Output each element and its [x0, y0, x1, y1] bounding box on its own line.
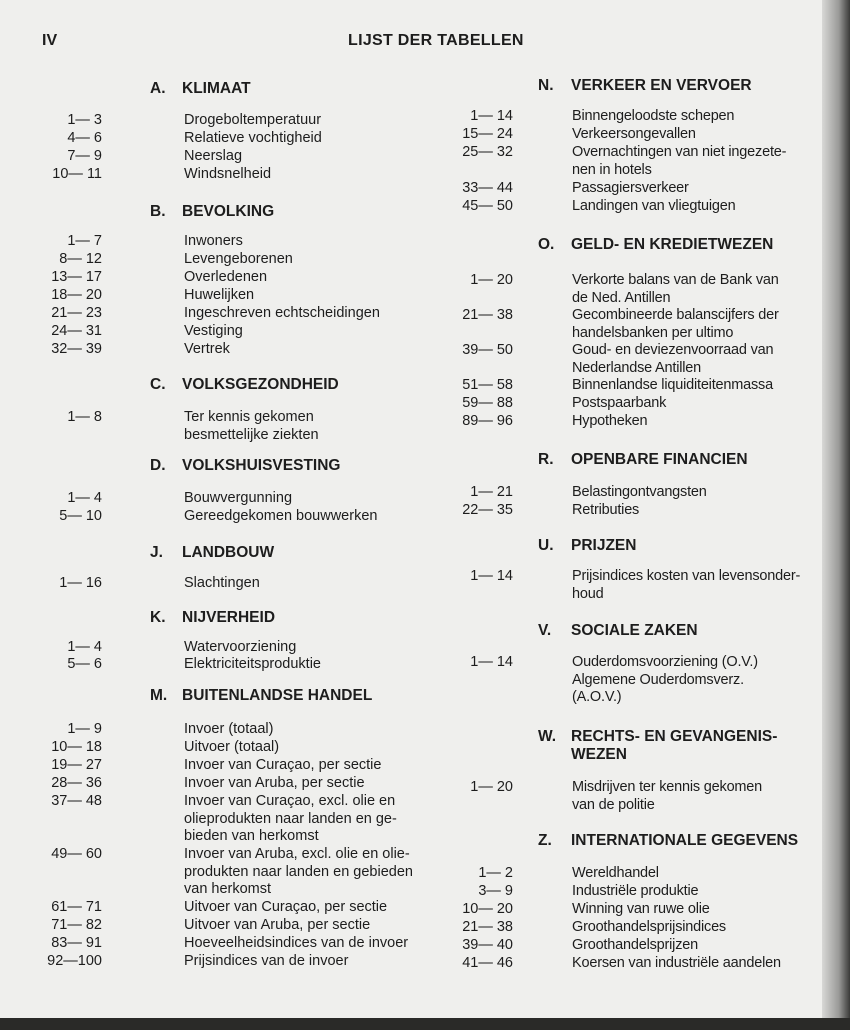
section-letter: U. [538, 537, 554, 554]
table-number-range: 10— 11 [52, 166, 102, 182]
table-number-range: 21— 38 [462, 919, 513, 935]
table-number-range: 1— 4 [67, 490, 102, 506]
section-title [571, 728, 777, 764]
table-description [572, 955, 781, 973]
table-number-range: 1— 16 [59, 575, 102, 591]
table-number-range: 1— 3 [67, 112, 102, 128]
table-number-range: 28— 36 [51, 775, 102, 791]
section-letter: R. [538, 451, 554, 468]
table-description [184, 575, 260, 593]
section-title [571, 236, 773, 254]
description-line: Groothandelsprijzen [572, 937, 698, 953]
description-line: van de politie [572, 796, 655, 813]
description-line: Binnenlandse liquiditeitenmassa [572, 377, 773, 393]
section-title-line: GELD- EN KREDIETWEZEN [571, 236, 774, 253]
description-line: Gereedgekomen bouwwerken [184, 508, 378, 524]
section-title [571, 77, 752, 95]
table-number-range: 1— 7 [67, 233, 102, 249]
table-description [572, 654, 758, 707]
page-title: LIJST DER TABELLEN [348, 32, 524, 49]
section-letter: B. [150, 203, 166, 220]
table-number-range: 24— 31 [51, 323, 102, 339]
table-description [572, 342, 773, 377]
description-line: Landingen van vliegtuigen [572, 198, 736, 214]
table-description [184, 112, 321, 130]
section-letter: N. [538, 77, 554, 94]
description-line: Huwelijken [184, 287, 255, 303]
description-line: produkten naar landen en gebieden [184, 863, 413, 880]
description-line: Overnachtingen van niet ingezete- [572, 144, 787, 160]
description-line: Inwoners [184, 233, 243, 249]
table-description [572, 779, 762, 814]
table-description [572, 180, 689, 198]
description-line: Watervoorziening [184, 639, 297, 655]
section-title-line: SOCIALE ZAKEN [571, 622, 698, 639]
description-line: nen in hotels [572, 161, 652, 178]
table-description [184, 775, 365, 793]
table-description [572, 865, 659, 883]
section-title-line: BUITENLANDSE HANDEL [182, 687, 373, 704]
table-number-range: 59— 88 [462, 395, 513, 411]
section-title [182, 376, 339, 394]
table-description [572, 307, 779, 342]
page-bottom-edge [0, 1018, 850, 1030]
description-line: Ingeschreven echtscheidingen [184, 305, 380, 321]
table-number-range: 1— 21 [470, 484, 513, 500]
description-line: Relatieve vochtigheid [184, 130, 322, 146]
description-line: Drogeboltemperatuur [184, 112, 322, 128]
table-number-range: 21— 38 [462, 307, 513, 323]
table-description [572, 377, 773, 395]
description-line: olieprodukten naar landen en ge- [184, 810, 397, 827]
section-title-line: NIJVERHEID [182, 609, 276, 626]
table-description [572, 108, 734, 126]
section-heading [0, 622, 822, 644]
section-letter: C. [150, 376, 166, 393]
table-number-range: 18— 20 [51, 287, 102, 303]
description-line: Passagiersverkeer [572, 180, 689, 196]
description-line: Misdrijven ter kennis gekomen [572, 779, 763, 795]
section-title-line: INTERNATIONALE GEGEVENS [571, 832, 799, 849]
description-line: Overledenen [184, 269, 268, 285]
table-number-range: 1— 14 [470, 568, 513, 584]
table-number-range: 33— 44 [462, 180, 513, 196]
table-number-range: 1— 20 [470, 272, 513, 288]
table-number-range: 32— 39 [51, 341, 102, 357]
description-line: Elektriciteitsproduktie [184, 656, 321, 672]
description-line: Invoer van Curaçao, excl. olie en [184, 793, 396, 809]
description-line: (A.O.V.) [572, 689, 622, 706]
section-heading [0, 451, 822, 473]
description-line: houd [572, 585, 604, 602]
table-description [184, 490, 292, 508]
section-letter: M. [150, 687, 168, 704]
table-description [184, 305, 380, 323]
table-description [184, 508, 377, 526]
table-description [572, 126, 696, 144]
description-line: Invoer van Aruba, excl. olie en olie- [184, 846, 410, 862]
table-number-range: 1— 8 [67, 409, 102, 425]
section-letter: V. [538, 622, 552, 639]
table-number-range: 89— 96 [462, 413, 513, 429]
table-number-range: 1— 2 [478, 865, 513, 881]
page-number: IV [42, 32, 58, 49]
table-number-range: 25— 32 [462, 144, 513, 160]
table-number-range: 4— 6 [67, 130, 102, 146]
table-description [572, 883, 698, 901]
table-description [184, 287, 254, 305]
section-title-line: RECHTS- EN GEVANGENIS- [571, 728, 778, 745]
table-number-range: 15— 24 [462, 126, 513, 142]
section-title [571, 451, 748, 469]
table-number-range: 92—100 [47, 953, 102, 969]
description-line: Windsnelheid [184, 166, 272, 182]
section-heading [0, 832, 822, 854]
description-line: Bouwvergunning [184, 490, 293, 506]
table-description [572, 568, 800, 603]
description-line: Invoer (totaal) [184, 721, 274, 737]
page-edge [822, 0, 850, 1030]
table-number-range: 1— 9 [67, 721, 102, 737]
description-line: Retributies [572, 502, 640, 518]
description-line: Wereldhandel [572, 865, 659, 881]
table-number-range: 5— 10 [59, 508, 102, 524]
table-number-range: 5— 6 [67, 656, 102, 672]
description-line: bieden van herkomst [184, 828, 319, 845]
table-number-range: 19— 27 [51, 757, 102, 773]
description-line: Koersen van industriële aandelen [572, 955, 781, 971]
section-title-line: OPENBARE FINANCIEN [571, 451, 748, 468]
table-number-range: 39— 50 [462, 342, 513, 358]
section-letter: K. [150, 609, 166, 626]
description-line: Verkorte balans van de Bank van [572, 272, 779, 288]
description-line: Levengeborenen [184, 251, 293, 267]
description-line: Uitvoer van Curaçao, per sectie [184, 899, 388, 915]
table-description [572, 919, 726, 937]
section-heading [0, 537, 822, 559]
table-description [572, 144, 786, 179]
table-description [184, 148, 242, 166]
table-description [184, 323, 243, 341]
table-description [184, 269, 267, 287]
description-line: handelsbanken per ultimo [572, 324, 734, 341]
section-letter: Z. [538, 832, 552, 849]
table-description [184, 166, 271, 184]
table-number-range: 8— 12 [59, 251, 102, 267]
description-line: Uitvoer (totaal) [184, 739, 280, 755]
table-number-range: 41— 46 [462, 955, 513, 971]
section-heading [0, 728, 822, 763]
table-number-range: 39— 40 [462, 937, 513, 953]
section-title-line: VOLKSHUISVESTING [182, 457, 341, 474]
table-description [184, 953, 348, 971]
section-letter: A. [150, 80, 166, 97]
section-title-line: VERKEER EN VERVOER [571, 77, 752, 94]
table-description [572, 198, 736, 216]
section-letter: W. [538, 728, 557, 745]
table-number-range: 3— 9 [478, 883, 513, 899]
table-number-range: 1— 4 [67, 639, 102, 655]
description-line: Slachtingen [184, 575, 260, 591]
table-number-range: 51— 58 [462, 377, 513, 393]
section-title-line: WEZEN [571, 746, 627, 763]
section-heading [0, 77, 822, 99]
section-title-line: VOLKSGEZONDHEID [182, 376, 339, 393]
table-description [184, 409, 319, 444]
description-line: Hypotheken [572, 413, 648, 429]
section-letter: O. [538, 236, 555, 253]
table-number-range: 49— 60 [51, 846, 102, 862]
section-letter: J. [150, 544, 163, 561]
table-number-range: 13— 17 [51, 269, 102, 285]
description-line: Ouderdomsvoorziening (O.V.) [572, 654, 758, 670]
description-line: Nederlandse Antillen [572, 359, 702, 376]
description-line: van herkomst [184, 881, 272, 898]
description-line: Binnengeloodste schepen [572, 108, 735, 124]
section-title [571, 622, 698, 640]
description-line: Invoer van Aruba, per sectie [184, 775, 365, 791]
table-number-range: 1— 20 [470, 779, 513, 795]
section-title-line: BEVOLKING [182, 203, 275, 220]
section-title-line: PRIJZEN [571, 537, 637, 554]
table-description [184, 130, 322, 148]
section-title-line: LANDBOUW [182, 544, 275, 561]
table-number-range: 7— 9 [67, 148, 102, 164]
description-line: Prijsindices van de invoer [184, 953, 349, 969]
table-number-range: 21— 23 [51, 305, 102, 321]
table-description [572, 484, 707, 502]
section-title [571, 832, 798, 850]
description-line: Industriële produktie [572, 883, 699, 899]
description-line: Uitvoer van Aruba, per sectie [184, 917, 371, 933]
table-number-range: 83— 91 [51, 935, 102, 951]
table-description [572, 395, 666, 413]
table-number-range: 1— 14 [470, 654, 513, 670]
section-heading [0, 236, 822, 258]
table-description [184, 341, 230, 359]
description-line: Neerslag [184, 148, 243, 164]
description-line: Verkeersongevallen [572, 126, 696, 142]
description-line: Vertrek [184, 341, 230, 357]
table-number-range: 22— 35 [462, 502, 513, 518]
description-line: besmettelijke ziekten [184, 426, 319, 443]
description-line: Belastingontvangsten [572, 484, 707, 500]
table-number-range: 37— 48 [51, 793, 102, 809]
table-description [572, 272, 779, 307]
description-line: Algemene Ouderdomsverz. [572, 671, 744, 688]
table-number-range: 61— 71 [51, 899, 102, 915]
description-line: Hoeveelheidsindices van de invoer [184, 935, 409, 951]
table-number-range: 1— 14 [470, 108, 513, 124]
table-description [184, 935, 408, 953]
table-number-range: 71— 82 [51, 917, 102, 933]
table-description [184, 656, 321, 674]
description-line: Postspaarbank [572, 395, 667, 411]
description-line: Winning van ruwe olie [572, 901, 710, 917]
description-line: de Ned. Antillen [572, 289, 671, 306]
section-title [182, 687, 372, 705]
description-line: Gecombineerde balanscijfers der [572, 307, 779, 323]
table-description [572, 937, 698, 955]
section-letter: D. [150, 457, 166, 474]
description-line: Goud- en deviezenvoorraad van [572, 342, 774, 358]
table-description [572, 901, 710, 919]
table-description [184, 899, 387, 917]
table-number-range: 10— 20 [462, 901, 513, 917]
table-description [184, 757, 381, 775]
table-description [184, 917, 370, 935]
description-line: Prijsindices kosten van levensonder- [572, 568, 801, 584]
section-title [571, 537, 636, 555]
description-line: Invoer van Curaçao, per sectie [184, 757, 382, 773]
table-number-range: 45— 50 [462, 198, 513, 214]
table-number-range: 10— 18 [51, 739, 102, 755]
section-title-line: KLIMAAT [182, 80, 251, 97]
description-line: Groothandelsprijsindices [572, 919, 726, 935]
section-title [182, 203, 274, 221]
table-description [572, 502, 639, 520]
description-line: Vestiging [184, 323, 243, 339]
table-description [572, 413, 647, 431]
description-line: Ter kennis gekomen [184, 409, 314, 425]
